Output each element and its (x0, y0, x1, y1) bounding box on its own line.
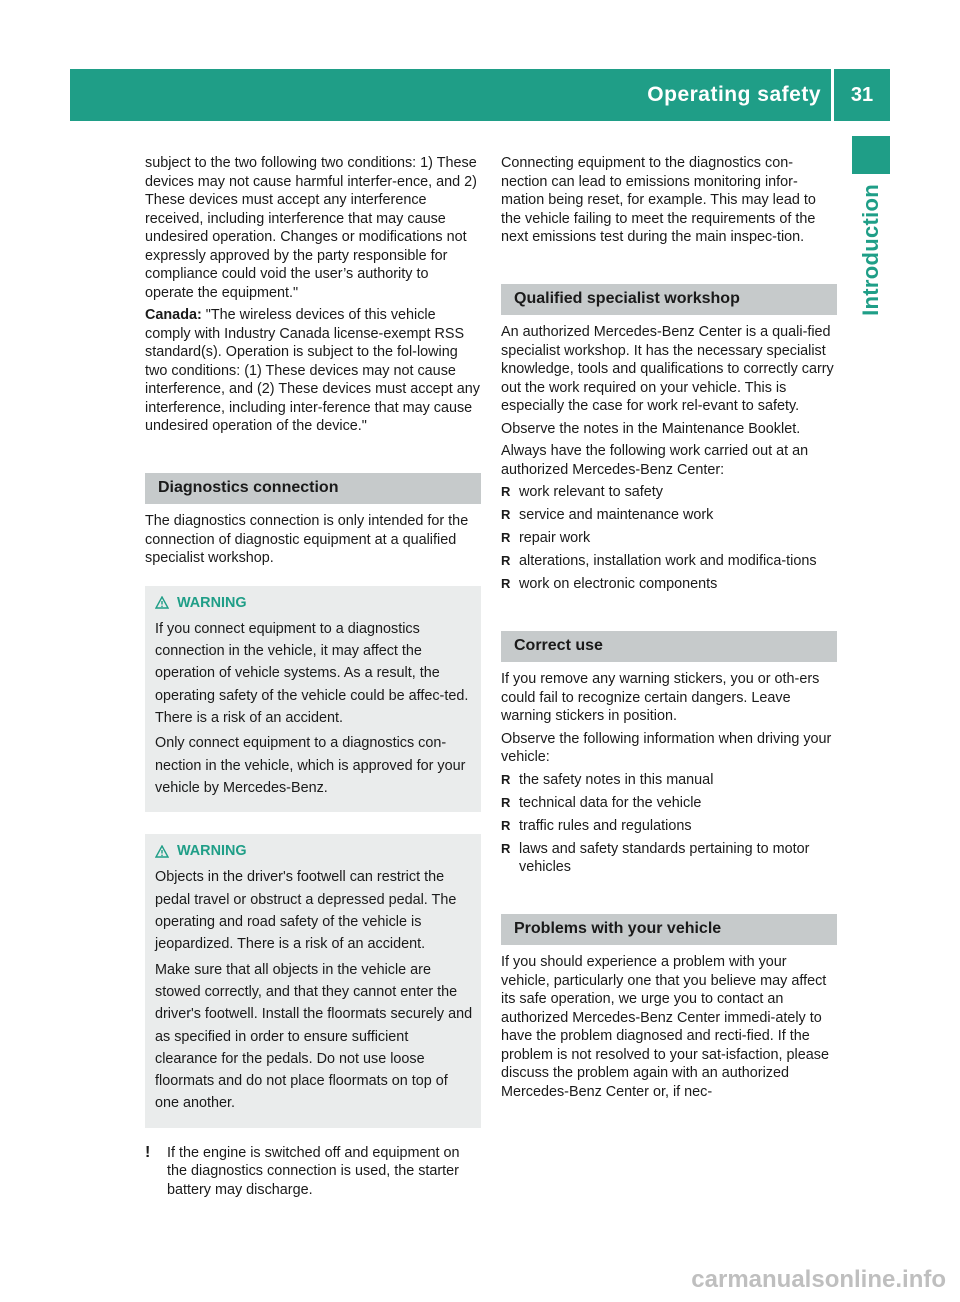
page-number: 31 (850, 83, 874, 106)
section-title: Operating safety (647, 83, 821, 106)
problems-heading: Problems with your vehicle (501, 914, 837, 946)
qualified-workshop-heading: Qualified specialist workshop (501, 284, 837, 316)
warning-paragraph: Make sure that all objects in the vehicle are stowed correctly, and that they cannot enter the driver's footwell. Install the floormats securely and as specified in order to ensure sufficient clearance for the pedals. Do not use loose floormats and do not place floormats on top of one another. (155, 961, 473, 1112)
list-item: R repair work (501, 529, 837, 548)
qualified-paragraph: An authorized Mercedes-Benz Center is a quali-fied specialist workshop. It has the necessary specialist knowledge, tools and qualifications to correctly carry out the work required on your vehicle. This is especially the case for work rel-evant to safety. (501, 324, 834, 414)
warning-paragraph: Only connect equipment to a diagnostics con-nection in the vehicle, which is approved for your vehicle by Mercedes-Benz. (155, 735, 466, 796)
canada-paragraph (145, 306, 481, 436)
warning-triangle-icon (155, 845, 169, 858)
correct-use-heading: Correct use (501, 631, 837, 663)
list-item: R technical data for the vehicle (501, 794, 837, 813)
warning-paragraph: If you connect equipment to a diagnostics connection in the vehicle, it may affect the operation of vehicle systems. As a result, the operating safety of the vehicle could be affec-ted. There is a risk of an accident. (155, 620, 469, 726)
qualified-paragraph: Observe the notes in the Maintenance Booklet. (501, 420, 801, 437)
list-item: R alterations, installation work and modifica-tions (501, 552, 837, 571)
list-item: R service and maintenance work (501, 506, 837, 525)
driving-info-list (501, 771, 837, 877)
list-item: R laws and safety standards pertaining to motor vehicles (501, 840, 837, 877)
canada-label: Canada: (145, 307, 202, 323)
note-battery (145, 1144, 481, 1200)
problems-paragraph: If you should experience a problem with your vehicle, particularly one that you believe may affect its safe operation, we urge you to contact an authorized Mercedes-Benz Center immedi-ately to have the problem diagnosed and recti-fied. If the problem is not resolved to your sat-isfaction, please discuss the problem again with an authorized Mercedes-Benz Center or, if nec- (501, 954, 829, 1100)
side-tab-label: Introduction (858, 184, 883, 316)
warning-label: WARNING (177, 843, 247, 860)
left-column (145, 154, 481, 1199)
warning-box-diagnostics (145, 586, 481, 813)
warning-title (155, 840, 473, 862)
intro-paragraph: subject to the two following two conditions: 1) These devices may not cause harmful interfer-ence, and 2) These devices must accept any interference received, including interference that may cause undesired operation. Changes or modifications not expressly approved by the party responsible for compliance could void the user’s authority to operate the equipment." (145, 155, 477, 301)
qualified-paragraph: Always have the following work carried out at an authorized Mercedes-Benz Center: (501, 443, 809, 478)
watermark: carmanualsonline.info (691, 1266, 946, 1293)
side-tab (852, 184, 890, 344)
canada-text: "The wireless devices of this vehicle comply with Industry Canada license-exempt RSS standard(s). Operation is subject to the fol-lowing two conditions: (1) These devices may not cause interference, and (2) These devices must accept any interference, including inter-ference that may cause undesired operation of the device." (145, 307, 480, 434)
side-tab-marker (852, 136, 890, 174)
list-item: R work on electronic components (501, 575, 837, 594)
qualified-work-list (501, 483, 837, 594)
warning-title (155, 592, 473, 614)
right-column (501, 154, 837, 1105)
warning-label: WARNING (177, 594, 247, 611)
diagnostics-paragraph: The diagnostics connection is only intended for the connection of diagnostic equipment at a qualified specialist workshop. (145, 513, 469, 566)
list-item: R the safety notes in this manual (501, 771, 837, 790)
warning-paragraph: Objects in the driver's footwell can restrict the pedal travel or obstruct a depressed pedal. The operating and road safety of the vehicle is jeopardized. There is a risk of an accident. (155, 869, 457, 953)
correct-use-paragraph: If you remove any warning stickers, you or oth-ers could fail to recognize certain dangers. Leave warning stickers in position. (501, 671, 820, 724)
page-header (70, 69, 890, 121)
note-text: If the engine is switched off and equipment on the diagnostics connection is used, the starter battery may discharge. (167, 1144, 460, 1198)
list-item: R work relevant to safety (501, 483, 837, 502)
list-item: R traffic rules and regulations (501, 817, 837, 836)
intro-paragraph: Connecting equipment to the diagnostics con-nection can lead to emissions monitoring infor-mation being reset, for example. This may lead to the vehicle failing to meet the requirements of the next emissions test during the main inspec-tion. (501, 155, 816, 245)
diagnostics-heading: Diagnostics connection (145, 473, 481, 505)
correct-use-paragraph: Observe the following information when driving your vehicle: (501, 730, 832, 765)
warning-triangle-icon (155, 596, 169, 609)
exclamation-icon: ! (145, 1143, 151, 1161)
warning-box-footwell (145, 834, 481, 1128)
